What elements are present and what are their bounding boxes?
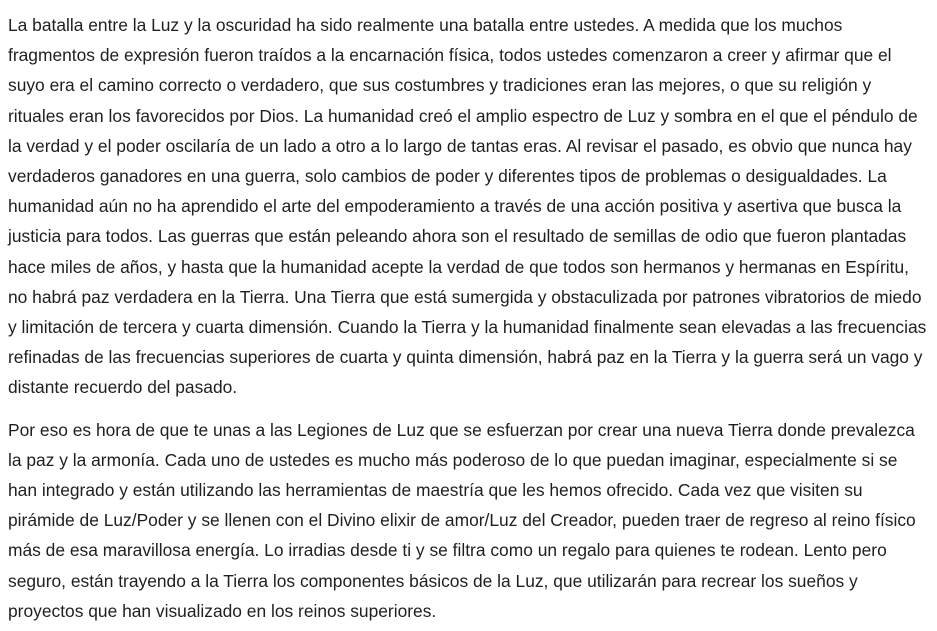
article-body	[8, 10, 930, 626]
paragraph-2: Por eso es hora de que te unas a las Legiones de Luz que se esfuerzan por crear una nueva Tierra donde prevalezca la paz y la armonía. Cada uno de ustedes es mucho más poderoso de lo que puedan imaginar, especialmente si se han integrado y están utilizando las herramientas de maestría que les hemos ofrecido. Cada vez que visiten su pirámide de Luz/Poder y se llenen con el Divino elixir de amor/Luz del Creador, pueden traer de regreso al reino físico más de esa maravillosa energía. Lo irradias desde ti y se filtra como un regalo para quienes te rodean. Lento pero seguro, están trayendo a la Tierra los componentes básicos de la Luz, que utilizarán para recrear los sueños y proyectos que han visualizado en los reinos superiores.	[8, 419, 916, 621]
paragraph-1: La batalla entre la Luz y la oscuridad ha sido realmente una batalla entre ustedes. A medida que los muchos fragmentos de expresión fueron traídos a la encarnación física, todos ustedes comenzaron a creer y afirmar que el suyo era el camino correcto o verdadero, que sus costumbres y tradiciones eran las mejores, o que su religión y rituales eran los favorecidos por Dios. La humanidad creó el amplio espectro de Luz y sombra en el que el péndulo de la verdad y el poder oscilaría de un lado a otro a lo largo de tantas eras. Al revisar el pasado, es obvio que nunca hay verdaderos ganadores en una guerra, solo cambios de poder y diferentes tipos de problemas o desigualdades. La humanidad aún no ha aprendido el arte del empoderamiento a través de una acción positiva y asertiva que busca la justicia para todos. Las guerras que están peleando ahora son el resultado de semillas de odio que fueron plantadas hace miles de años, y hasta que la humanidad acepte la verdad de que todos son hermanos y hermanas en Espíritu, no habrá paz verdadera en la Tierra. Una Tierra que está sumergida y obstaculizada por patrones vibratorios de miedo y limitación de tercera y cuarta dimensión. Cuando la Tierra y la humanidad finalmente sean elevadas a las frecuencias refinadas de las frecuencias superiores de cuarta y quinta dimensión, habrá paz en la Tierra y la guerra será un vago y distante recuerdo del pasado.	[8, 15, 927, 398]
